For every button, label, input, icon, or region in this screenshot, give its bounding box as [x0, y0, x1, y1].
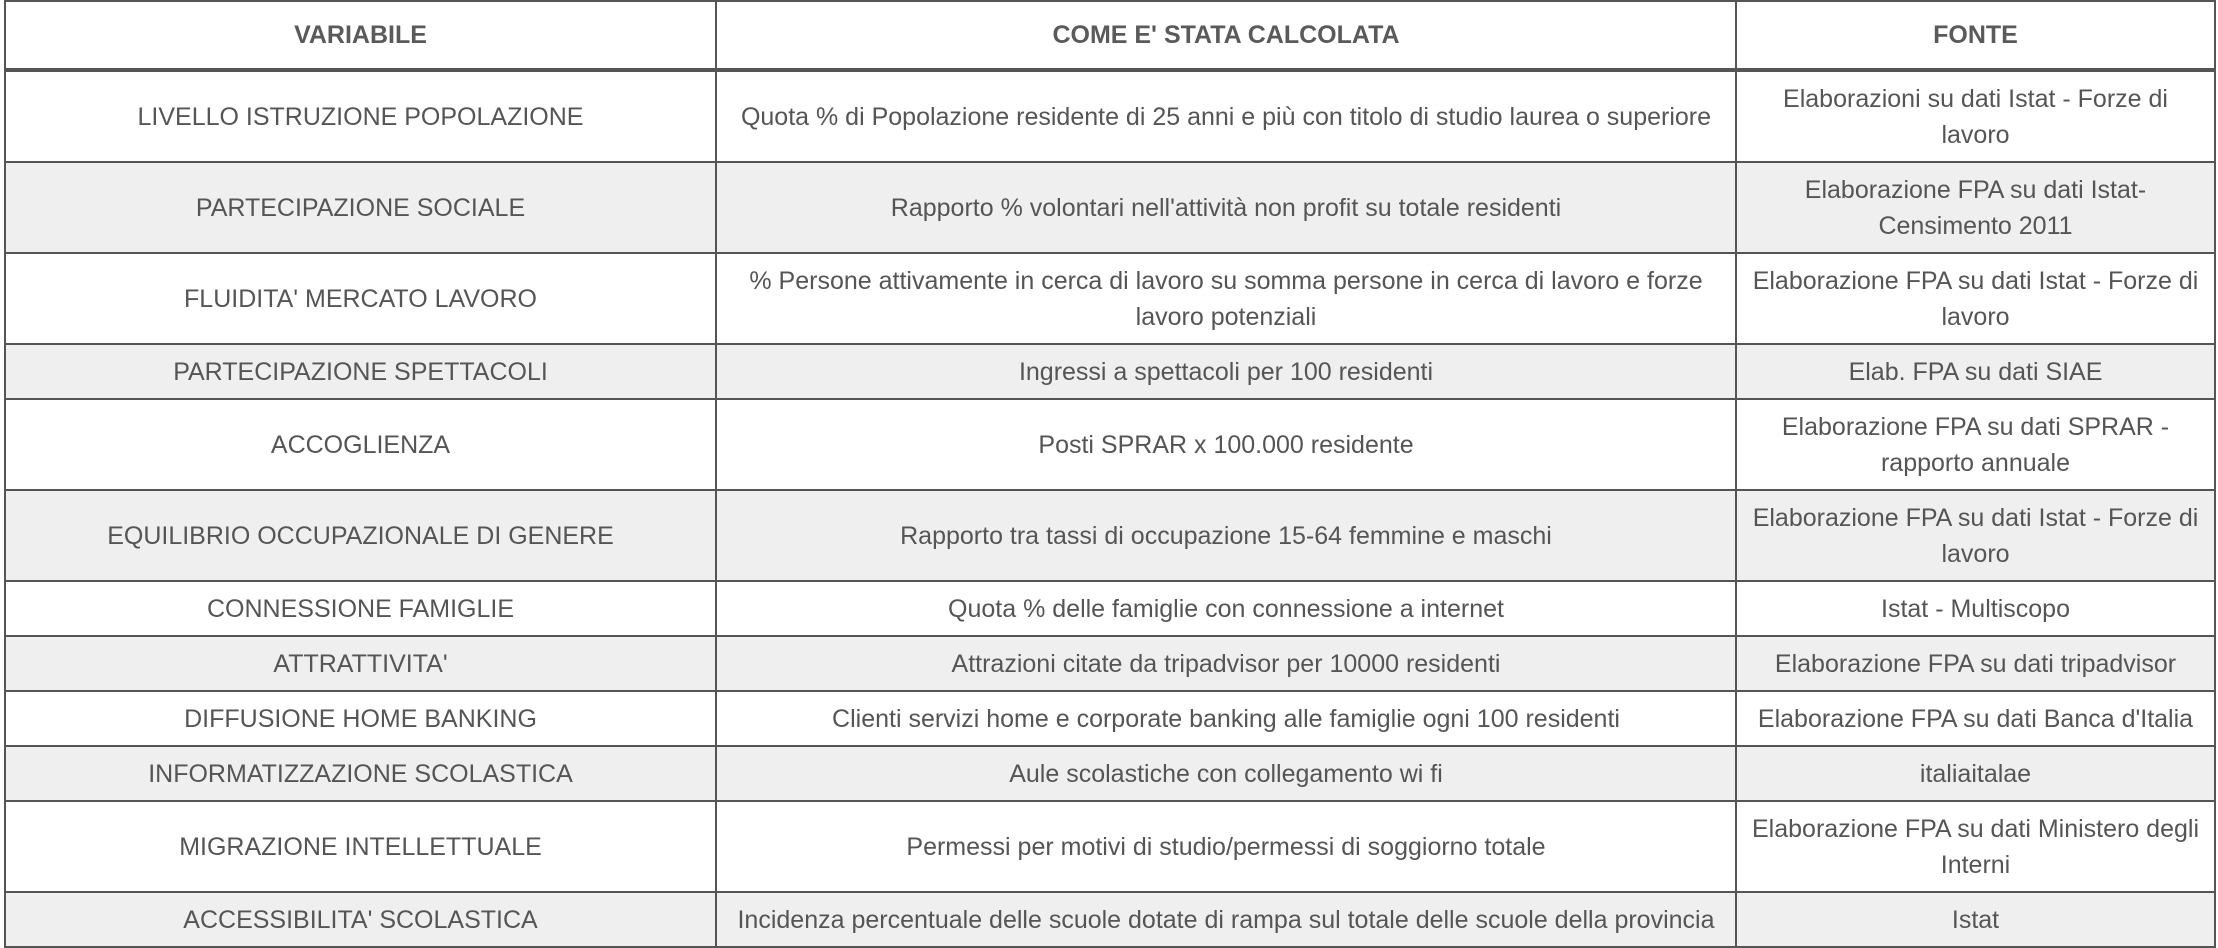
- cell-method: Attrazioni citate da tripadvisor per 10000 residenti: [716, 636, 1736, 691]
- table-row: [5, 691, 2215, 746]
- table-row: [5, 344, 2215, 399]
- table-row: [5, 162, 2215, 253]
- variables-table-container: [4, 0, 2214, 948]
- table-row: [5, 892, 2215, 947]
- cell-method: Ingressi a spettacoli per 100 residenti: [716, 344, 1736, 399]
- cell-method: % Persone attivamente in cerca di lavoro su somma persone in cerca di lavoro e forze lavoro potenziali: [716, 253, 1736, 344]
- table-row: [5, 70, 2215, 162]
- header-source: FONTE: [1736, 1, 2215, 70]
- cell-source: Elaborazione FPA su dati Istat - Forze di lavoro: [1736, 253, 2215, 344]
- cell-variable: DIFFUSIONE HOME BANKING: [5, 691, 716, 746]
- variables-table: [4, 0, 2216, 948]
- table-row: [5, 399, 2215, 490]
- cell-method: Clienti servizi home e corporate banking alle famiglie ogni 100 residenti: [716, 691, 1736, 746]
- cell-source: Elaborazione FPA su dati Banca d'Italia: [1736, 691, 2215, 746]
- cell-variable: PARTECIPAZIONE SOCIALE: [5, 162, 716, 253]
- cell-method: Permessi per motivi di studio/permessi di soggiorno totale: [716, 801, 1736, 892]
- cell-variable: LIVELLO ISTRUZIONE POPOLAZIONE: [5, 70, 716, 162]
- cell-variable: PARTECIPAZIONE SPETTACOLI: [5, 344, 716, 399]
- cell-variable: CONNESSIONE FAMIGLIE: [5, 581, 716, 636]
- cell-variable: ACCESSIBILITA' SCOLASTICA: [5, 892, 716, 947]
- table-row: [5, 746, 2215, 801]
- cell-method: Quota % delle famiglie con connessione a internet: [716, 581, 1736, 636]
- table-row: [5, 490, 2215, 581]
- cell-variable: ATTRATTIVITA': [5, 636, 716, 691]
- cell-variable: INFORMATIZZAZIONE SCOLASTICA: [5, 746, 716, 801]
- cell-source: Istat: [1736, 892, 2215, 947]
- cell-method: Posti SPRAR x 100.000 residente: [716, 399, 1736, 490]
- header-method: COME E' STATA CALCOLATA: [716, 1, 1736, 70]
- cell-source: Elaborazione FPA su dati SPRAR - rapporto annuale: [1736, 399, 2215, 490]
- cell-method: Rapporto % volontari nell'attività non profit su totale residenti: [716, 162, 1736, 253]
- cell-source: Elaborazione FPA su dati Istat - Forze di lavoro: [1736, 490, 2215, 581]
- cell-method: Incidenza percentuale delle scuole dotate di rampa sul totale delle scuole della provincia: [716, 892, 1736, 947]
- cell-source: Istat - Multiscopo: [1736, 581, 2215, 636]
- table-row: [5, 636, 2215, 691]
- header-variable: VARIABILE: [5, 1, 716, 70]
- cell-variable: FLUIDITA' MERCATO LAVORO: [5, 253, 716, 344]
- cell-source: Elaborazione FPA su dati tripadvisor: [1736, 636, 2215, 691]
- table-row: [5, 581, 2215, 636]
- cell-source: Elaborazione FPA su dati Ministero degli Interni: [1736, 801, 2215, 892]
- cell-variable: MIGRAZIONE INTELLETTUALE: [5, 801, 716, 892]
- cell-variable: ACCOGLIENZA: [5, 399, 716, 490]
- cell-method: Quota % di Popolazione residente di 25 anni e più con titolo di studio laurea o superiore: [716, 70, 1736, 162]
- cell-method: Aule scolastiche con collegamento wi fi: [716, 746, 1736, 801]
- cell-source: Elaborazione FPA su dati Istat- Censimento 2011: [1736, 162, 2215, 253]
- cell-source: Elab. FPA su dati SIAE: [1736, 344, 2215, 399]
- cell-method: Rapporto tra tassi di occupazione 15-64 femmine e maschi: [716, 490, 1736, 581]
- table-row: [5, 801, 2215, 892]
- table-header-row: [5, 1, 2215, 70]
- cell-source: italiaitalae: [1736, 746, 2215, 801]
- table-row: [5, 253, 2215, 344]
- cell-variable: EQUILIBRIO OCCUPAZIONALE DI GENERE: [5, 490, 716, 581]
- cell-source: Elaborazioni su dati Istat - Forze di lavoro: [1736, 70, 2215, 162]
